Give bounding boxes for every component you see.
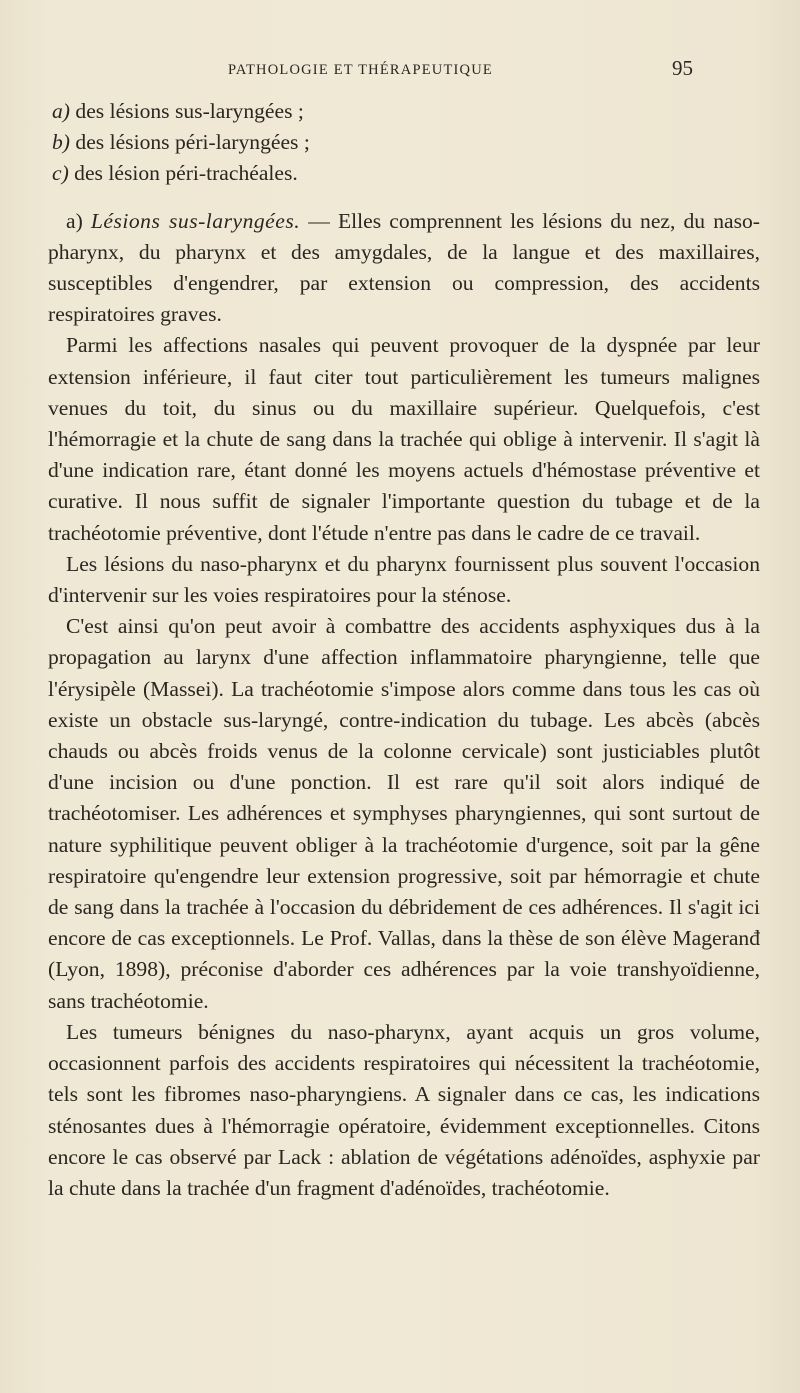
page-body: [48, 96, 760, 1204]
section-title: Lésions sus-laryngées.: [90, 208, 301, 233]
list-item-text: des lésion péri-trachéales.: [68, 161, 298, 186]
paragraph-text: — Elles comprennent les lésions du nez, du naso-pharynx, du pharynx et des amygdales, de la langue et des maxillaires, susceptibles d'engendrer, par extension ou compression, des accidents respiratoires graves.: [48, 208, 760, 327]
list-item: [48, 96, 760, 127]
section-label: a): [66, 208, 91, 233]
paragraph: [48, 206, 760, 331]
paragraph: Les tumeurs bénignes du naso-pharynx, ayant acquis un gros volume, occasionnent parfois des accidents respiratoires qui nécessitent la trachéotomie, tels sont les fibromes naso-pharyngiens. A signaler dans ce cas, les indications sténosantes dues à l'hémorragie opératoire, évidemment exceptionnelles. Citons encore le cas observé par Lack : ablation de végétations adénoïdes, asphyxie par la chute dans la trachée d'un fragment d'adénoïdes, trachéotomie.: [48, 1019, 760, 1200]
paragraph: Parmi les affections nasales qui peuvent provoquer de la dyspnée par leur extension inférieure, il faut citer tout particulièrement les tumeurs malignes venues du toit, du sinus ou du maxillaire supérieur. Quelquefois, c'est l'hémorragie et la chute de sang dans la trachée qui oblige à intervenir. Il s'agit là d'une indication rare, étant donné les moyens actuels d'hémostase préventive et curative. Il nous suffit de signaler l'importante question du tubage et de la trachéotomie préventive, dont l'étude n'entre pas dans le cadre de ce travail.: [48, 333, 760, 545]
list-item: [48, 127, 760, 158]
lesion-list: [48, 96, 760, 190]
page-number: 95: [672, 56, 693, 80]
list-marker: b): [52, 130, 70, 155]
list-item-text: des lésions sus-laryngées ;: [70, 99, 304, 123]
list-item-text: des lésions péri-laryngées ;: [70, 130, 310, 155]
list-marker: a): [52, 99, 70, 123]
list-marker: c): [52, 161, 69, 186]
page-header: [0, 58, 800, 88]
paragraph: Les lésions du naso-pharynx et du pharynx fournissent plus souvent l'occasion d'intervenir sur les voies respiratoires pour la sténose.: [48, 551, 760, 608]
running-title: PATHOLOGIE ET THÉRAPEUTIQUE: [228, 62, 493, 78]
paragraph: C'est ainsi qu'on peut avoir à combattre des accidents asphyxiques dus à la propagation au larynx d'une affection inflammatoire pharyngienne, telle que l'érysipèle (Massei). La trachéotomie s'impose alors comme dans tous les cas où existe un obstacle sus-laryngé, contre-indication du tubage. Les abcès (abcès chauds ou abcès froids venus de la colonne cervicale) sont justiciables plutôt d'une incision ou d'une ponction. Il est rare qu'il soit alors indiqué de trachéotomiser. Les adhérences et symphyses pharyngiennes, qui sont surtout de nature syphilitique peuvent obliger à la trachéotomie d'urgence, soit par la gêne respiratoire qu'engendre leur extension progressive, soit par hémorragie et chute de sang dans la trachée à l'occasion du débridement de ces adhérences. Il s'agit ici encore de cas exceptionnels. Le Prof. Vallas, dans la thèse de son élève Mageranđ (Lyon, 1898), préconise d'aborder ces adhérences par la voie transhyoïdienne, sans trachéotomie.: [48, 614, 760, 1013]
list-item: [48, 158, 760, 189]
